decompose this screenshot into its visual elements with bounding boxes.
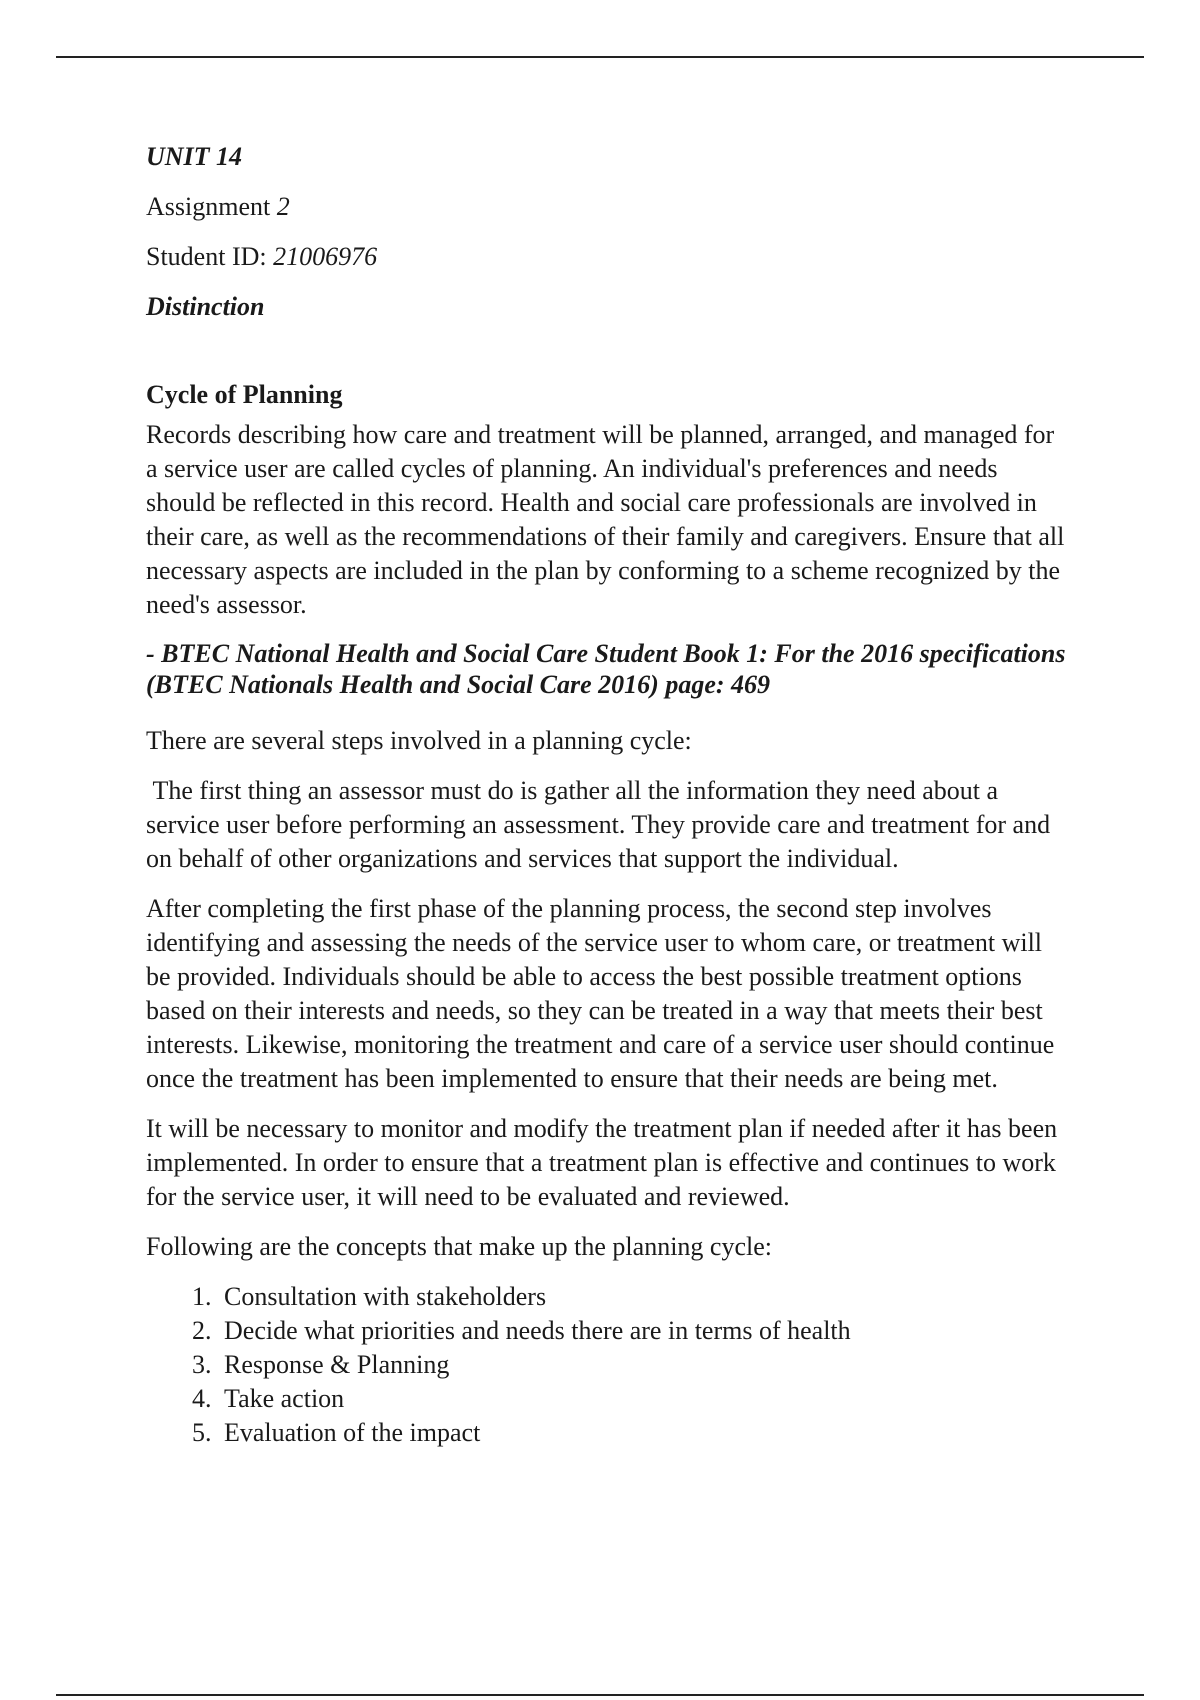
list-item: 1. Consultation with stakeholders [218, 1280, 1066, 1314]
steps-intro: There are several steps involved in a planning cycle: [146, 726, 692, 755]
list-item: 5. Evaluation of the impact [218, 1416, 1066, 1450]
concepts-list [146, 1280, 1066, 1450]
step-paragraph-2: After completing the first phase of the planning process, the second step involves identifying and assessing the needs of the service user to whom care, or treatment will be provided. Individuals should be able to access the best possible treatment options based on their interests and needs, so they can be treated in a way that meets their best interests. Likewise, monitoring the treatment and care of a service user should continue once the treatment has been implemented to ensure that their needs are being met. [146, 894, 1055, 1093]
student-id-line [146, 240, 1066, 274]
citation: - BTEC National Health and Social Care Student Book 1: For the 2016 specifications (BTEC Nationals Health and Social Care 2016) page: 469 [146, 639, 1066, 699]
step-paragraph-1: The first thing an assessor must do is gather all the information they need about a service user before performing an assessment. They provide care and treatment for and on behalf of other organizations and services that support the individual. [146, 776, 1057, 873]
list-item: 3. Response & Planning [218, 1348, 1066, 1382]
unit-heading: UNIT 14 [146, 142, 243, 171]
document-body [146, 140, 1066, 1450]
list-item: 2. Decide what priorities and needs there are in terms of health [218, 1314, 1066, 1348]
concepts-intro: Following are the concepts that make up the planning cycle: [146, 1232, 772, 1261]
section-title: Cycle of Planning [146, 380, 343, 409]
student-id-label: Student ID: [146, 242, 274, 271]
assignment-line [146, 190, 1066, 224]
intro-paragraph: Records describing how care and treatment will be planned, arranged, and managed for a service user are called cycles of planning. An individual's preferences and needs should be reflected in this record. Health and social care professionals are involved in their care, as well as the recommendations of their family and caregivers. Ensure that all necessary aspects are included in the plan by conforming to a scheme recognized by the need's assessor. [146, 420, 1065, 619]
list-item: 4. Take action [218, 1382, 1066, 1416]
step-paragraph-3: It will be necessary to monitor and modify the treatment plan if needed after it has been implemented. In order to ensure that a treatment plan is effective and continues to work for the service user, it will need to be evaluated and reviewed. [146, 1114, 1058, 1211]
top-rule [56, 56, 1144, 58]
grade-label: Distinction [146, 292, 265, 321]
student-id-value: 21006976 [273, 242, 378, 271]
assignment-number: 2 [276, 192, 290, 221]
bottom-rule [56, 1694, 1144, 1696]
assignment-label: Assignment [146, 192, 277, 221]
